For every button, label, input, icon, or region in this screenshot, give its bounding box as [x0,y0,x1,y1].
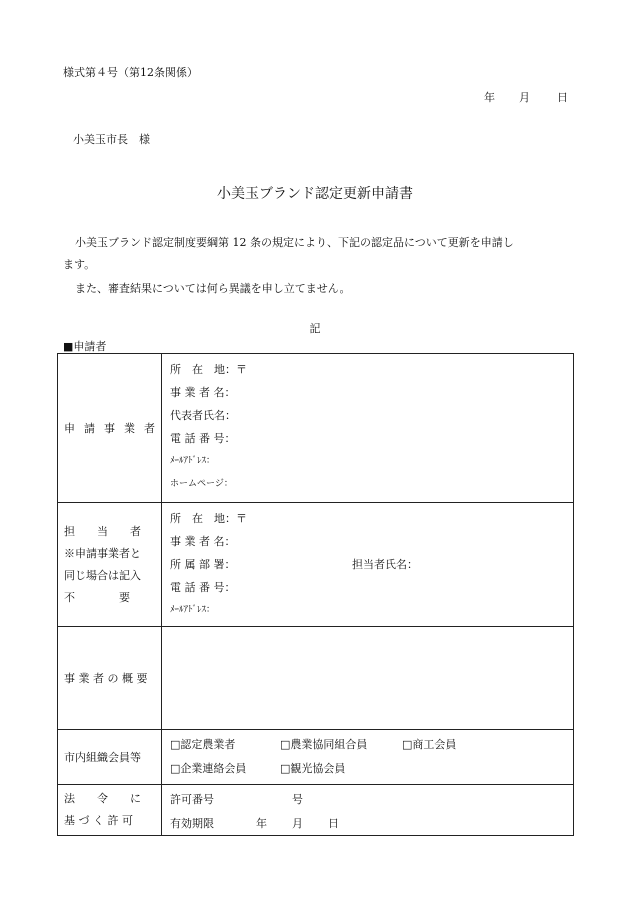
membership-row [58,730,574,785]
permit-validity-field[interactable]: 有効期限 年 月 日 [170,817,339,830]
applicant-row [58,354,574,503]
applicant-representative-field[interactable]: 代表者氏名： [170,409,236,422]
applicant-label-cell [58,354,162,503]
permit-number-suffix: 号 [292,793,303,806]
contact-label-line3: 同じ場合は記入 [64,568,141,582]
section-header: ■申請者 [63,340,107,353]
overview-label-cell [58,627,162,730]
permit-label-cell [58,785,162,836]
applicant-address-field[interactable]: 所 在 地：〒 [170,363,247,376]
body-text-line1: 小美玉ブランド認定制度要綱第 12 条の規定により、下記の認定品について更新を申請し [75,236,514,249]
checkbox-agri-coop-member[interactable]: □農業協同組合員 [280,738,368,751]
applicant-label-char: 業 [124,422,135,435]
membership-options-cell [162,730,574,785]
checkbox-commerce-member[interactable]: □商工会員 [402,738,457,751]
permit-label-line1: 法 令 に [64,792,141,805]
body-text-line3: また、審査結果については何ら異議を申し立てません。 [75,282,351,295]
applicant-fields-cell [162,354,574,503]
date-day-label: 日 [557,91,568,104]
membership-label-cell [58,730,162,785]
applicant-phone-field[interactable]: 電 話 番 号： [170,432,236,445]
contact-row [58,503,574,627]
body-text-line2: ます。 [63,258,96,271]
form-number: 様式第４号（第12条関係） [63,66,198,79]
applicant-label-char: 者 [144,422,155,435]
applicant-label-char: 請 [84,422,95,435]
addressee: 小美玉市長 様 [73,133,150,146]
contact-label-cell [58,503,162,627]
membership-label: 市内組織会員等 [64,751,141,764]
checkbox-certified-farmer[interactable]: □認定農業者 [170,738,236,751]
contact-department-field[interactable]: 所 属 部 署： 担当者氏名： [170,558,418,571]
contact-label-line2: ※申請事業者と [64,546,141,560]
permit-number-field[interactable]: 許可番号 号 [170,793,303,806]
overview-row [58,627,574,730]
ki-heading: 記 [309,322,321,335]
validity-month-label: 月 [292,817,303,830]
contact-email-field[interactable]: ﾒｰﾙｱﾄﾞﾚｽ： [170,605,216,615]
permit-row [58,785,574,836]
validity-day-label: 日 [328,817,339,830]
overview-input-cell[interactable] [162,627,574,730]
contact-fields-cell [162,503,574,627]
contact-label-line1: 担 当 者 [64,524,141,538]
checkbox-business-liaison-member[interactable]: □企業連絡会員 [170,762,247,775]
contact-business-name-field[interactable]: 事 業 者 名： [170,535,236,548]
permit-label-line2: 基 づ く 許 可 [64,814,133,827]
date-month-label: 月 [519,91,530,104]
applicant-homepage-field[interactable]: ホームページ： [170,479,233,489]
contact-person-name-label: 担当者氏名： [352,558,418,571]
document-title: 小美玉ブランド認定更新申請書 [217,186,413,202]
permit-fields-cell [162,785,574,836]
contact-label-line4: 不 要 [64,590,130,604]
validity-year-label: 年 [256,817,267,830]
contact-phone-field[interactable]: 電 話 番 号： [170,581,236,594]
checkbox-tourism-assoc-member[interactable]: □観光協会員 [280,762,346,775]
applicant-email-field[interactable]: ﾒｰﾙｱﾄﾞﾚｽ： [170,456,216,466]
applicant-label-char: 事 [104,422,115,435]
contact-address-field[interactable]: 所 在 地：〒 [170,512,247,525]
date-year-label: 年 [484,91,495,104]
applicant-business-name-field[interactable]: 事 業 者 名： [170,386,236,399]
application-form-table [57,353,574,836]
overview-label: 事 業 者 の 概 要 [64,672,148,685]
applicant-label-char: 申 [64,422,75,435]
